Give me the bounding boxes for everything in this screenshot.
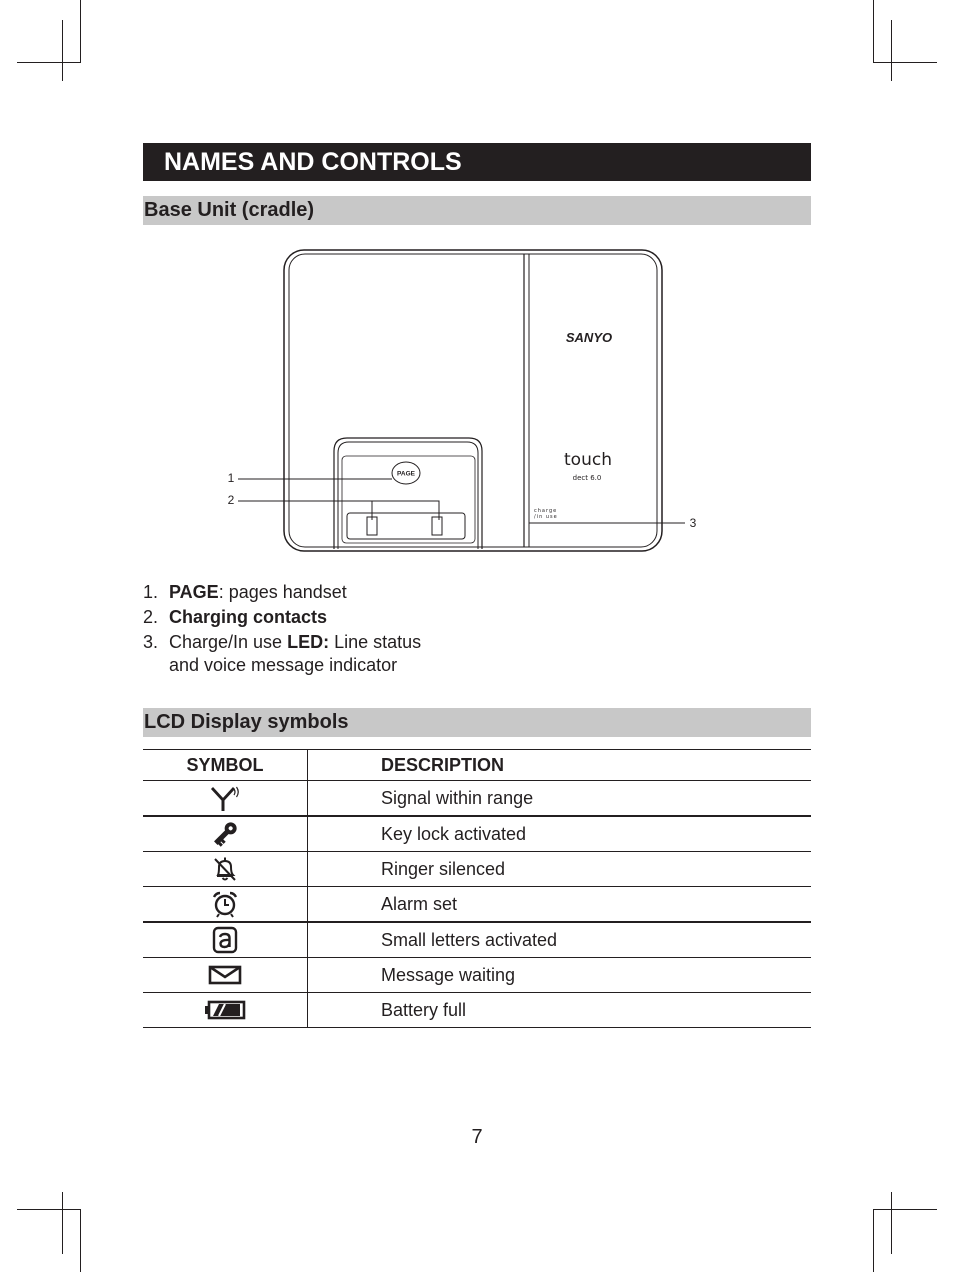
list-item	[143, 631, 421, 677]
symbol-description: Message waiting	[381, 964, 516, 985]
symbol-description: Battery full	[381, 999, 467, 1020]
signal-icon	[208, 784, 242, 812]
small-letters-icon	[212, 926, 238, 954]
symbol-column-header: SYMBOL	[186, 754, 264, 775]
list-item	[143, 606, 421, 629]
callout-1: 1	[227, 471, 235, 485]
list-number: 2.	[143, 607, 159, 627]
symbol-description: Alarm set	[381, 893, 458, 914]
callout-2: 2	[227, 493, 235, 507]
controls-list	[143, 581, 421, 679]
key-lock-icon	[210, 819, 240, 849]
page-key-label: PAGE	[397, 470, 415, 478]
model-subtitle: dect 6.0	[572, 474, 602, 482]
page-number: 7	[471, 1126, 483, 1148]
control-name: PAGE	[169, 582, 219, 602]
lcd-symbol-table	[143, 749, 811, 1028]
table-row	[143, 993, 811, 1028]
symbol-description: Ringer silenced	[381, 858, 506, 879]
section-title: NAMES AND CONTROLS	[143, 143, 811, 181]
symbol-description: Key lock activated	[381, 823, 527, 844]
alarm-clock-icon	[211, 890, 239, 918]
control-description-line2: and voice message indicator	[169, 655, 398, 675]
symbol-description: Small letters activated	[381, 929, 558, 950]
led-label-in-use: /in use	[534, 514, 558, 520]
table-row	[143, 852, 811, 887]
list-item	[143, 581, 421, 604]
table-header-row	[143, 749, 811, 781]
control-description: : pages handset	[218, 582, 347, 602]
led-label-charge: charge	[534, 508, 558, 514]
table-row	[143, 958, 811, 993]
table-row	[143, 817, 811, 852]
brand-logo: SANYO	[565, 330, 613, 345]
model-name: touch	[564, 450, 612, 470]
ringer-off-icon	[211, 855, 239, 883]
list-number: 3.	[143, 632, 159, 652]
list-number: 1.	[143, 582, 159, 602]
control-description: Line status	[329, 632, 422, 652]
control-name: Charging contacts	[169, 607, 328, 627]
envelope-icon	[208, 964, 242, 986]
callout-3: 3	[689, 516, 697, 530]
description-column-header: DESCRIPTION	[381, 754, 505, 775]
table-row	[143, 923, 811, 958]
table-row	[143, 887, 811, 923]
battery-full-icon	[204, 999, 246, 1021]
symbol-description: Signal within range	[381, 787, 534, 808]
base-unit-illustration	[220, 245, 710, 560]
table-row	[143, 781, 811, 817]
control-prefix: Charge/In use	[169, 632, 288, 652]
base-unit-heading: Base Unit (cradle)	[143, 196, 811, 225]
lcd-heading: LCD Display symbols	[143, 708, 811, 737]
control-name: LED:	[287, 632, 330, 652]
